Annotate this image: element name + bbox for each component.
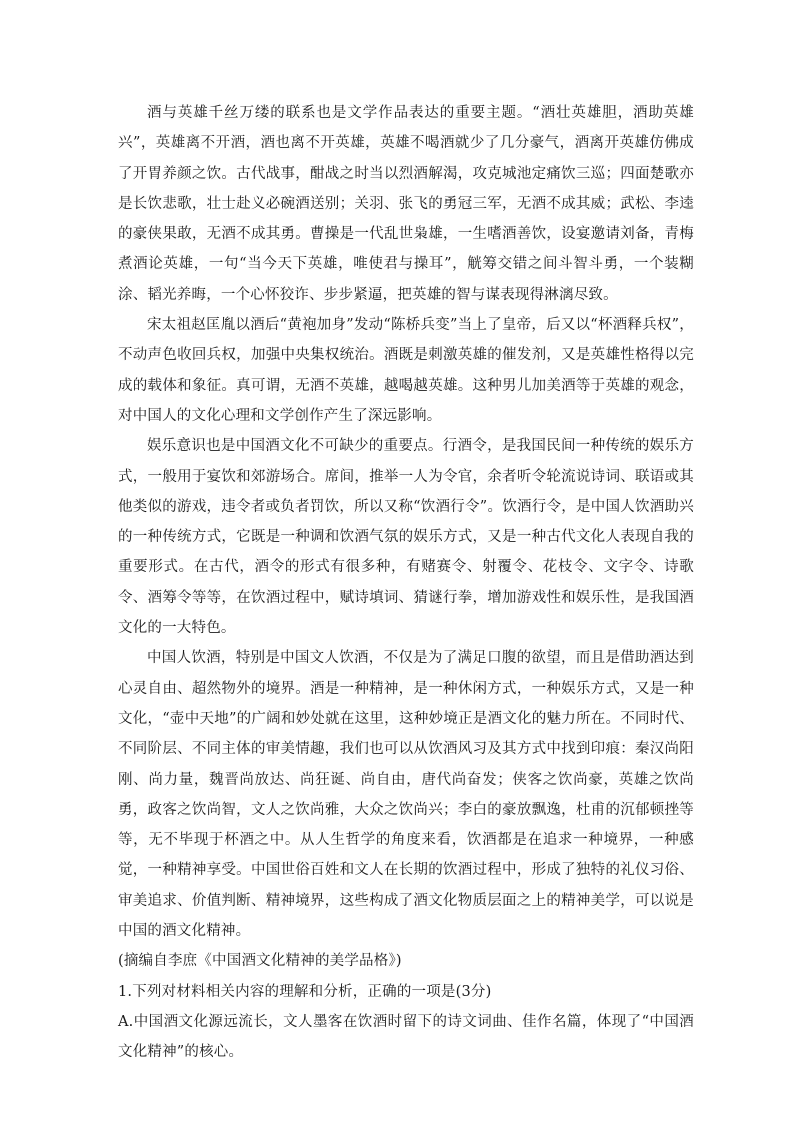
- paragraph-hero: 酒与英雄千丝万缕的联系也是文学作品表达的重要主题。“酒壮英雄胆，酒助英雄兴”，英雄离不开酒，酒也离不开英雄，英雄不喝酒就少了几分豪气，酒离开英雄仿佛成了开胃养颜之饮。古代战事，酣战之时当以烈酒解渴，攻克城池定痛饮三巡；四面楚歌亦是长饮悲歌，壮士赴义必碗酒送别；关羽、张飞的勇冠三军，无酒不成其威；武松、李逵的豪侠果敢，无酒不成其勇。曹操是一代乱世枭雄，一生嗜酒善饮，设宴邀请刘备，青梅煮酒论英雄，一句“当今天下英雄，唯使君与操耳”，觥筹交错之间斗智斗勇，一个装糊涂、韬光养晦，一个心怀狡诈、步步紧逼，把英雄的智与谋表现得淋漓尽致。: [118, 105, 694, 303]
- paragraph-spirit: 中国人饮酒，特别是中国文人饮酒，不仅是为了满足口腹的欲望，而且是借助酒达到心灵自由、超然物外的境界。酒是一种精神，是一种休闲方式，一种娱乐方式，又是一种文化，“壶中天地”的广阔和妙处就在这里，这种妙境正是酒文化的魅力所在。不同时代、不同阶层、不同主体的审美情趣，我们也可以从饮酒风习及其方式中找到印痕：秦汉尚阳刚、尚力量，魏晋尚放达、尚狂诞、尚自由，唐代尚奋发；侠客之饮尚豪，英雄之饮尚勇，政客之饮尚智，文人之饮尚雅，大众之饮尚兴；李白的豪放飘逸，杜甫的沉郁顿挫等等，无不毕现于杯酒之中。从人生哲学的角度来看，饮酒都是在追求一种境界，一种感觉，一种精神享受。中国世俗百姓和文人在长期的饮酒过程中，形成了独特的礼仪习俗、审美追求、价值判断、精神境界，这些构成了酒文化物质层面之上的精神美学，可以说是中国的酒文化精神。: [118, 650, 694, 940]
- question-stem: 1.下列对材料相关内容的理解和分析，正确的一项是(3分): [118, 983, 492, 1000]
- article-body: [118, 98, 694, 977]
- question-block: [118, 977, 694, 1068]
- paragraph-song-emperor: 宋太祖赵匡胤以酒后“黄袍加身”发动“陈桥兵变”当上了皇帝，后又以“杯酒释兵权”，不动声色收回兵权，加强中央集权统治。酒既是刺激英雄的催发剂，又是英雄性格得以完成的载体和象征。真可谓，无酒不英雄，越喝越英雄。这种男儿加美酒等于英雄的观念，对中国人的文化心理和文学创作产生了深远影响。: [118, 317, 694, 424]
- question-option-a: A.中国酒文化源远流长，文人墨客在饮酒时留下的诗文词曲、佳作名篇，体现了“中国酒文化精神”的核心。: [118, 1013, 694, 1061]
- article-source: (摘编自李庶《中国酒文化精神的美学品格》): [118, 953, 402, 970]
- paragraph-entertainment: 娱乐意识也是中国酒文化不可缺少的重要点。行酒令，是我国民间一种传统的娱乐方式，一般用于宴饮和郊游场合。席间，推举一人为令官，余者听令轮流说诗词、联语或其他类似的游戏，违令者或负者罚饮，所以又称“饮酒行令”。饮酒行令，是中国人饮酒助兴的一种传统方式，它既是一种调和饮酒气氛的娱乐方式，又是一种古代文化人表现自我的重要形式。在古代，酒令的形式有很多种，有赌赛令、射覆令、花枝令、文字令、诗歌令、酒筹令等等，在饮酒过程中，赋诗填词、猜谜行拳，增加游戏性和娱乐性，是我国酒文化的一大特色。: [118, 438, 694, 637]
